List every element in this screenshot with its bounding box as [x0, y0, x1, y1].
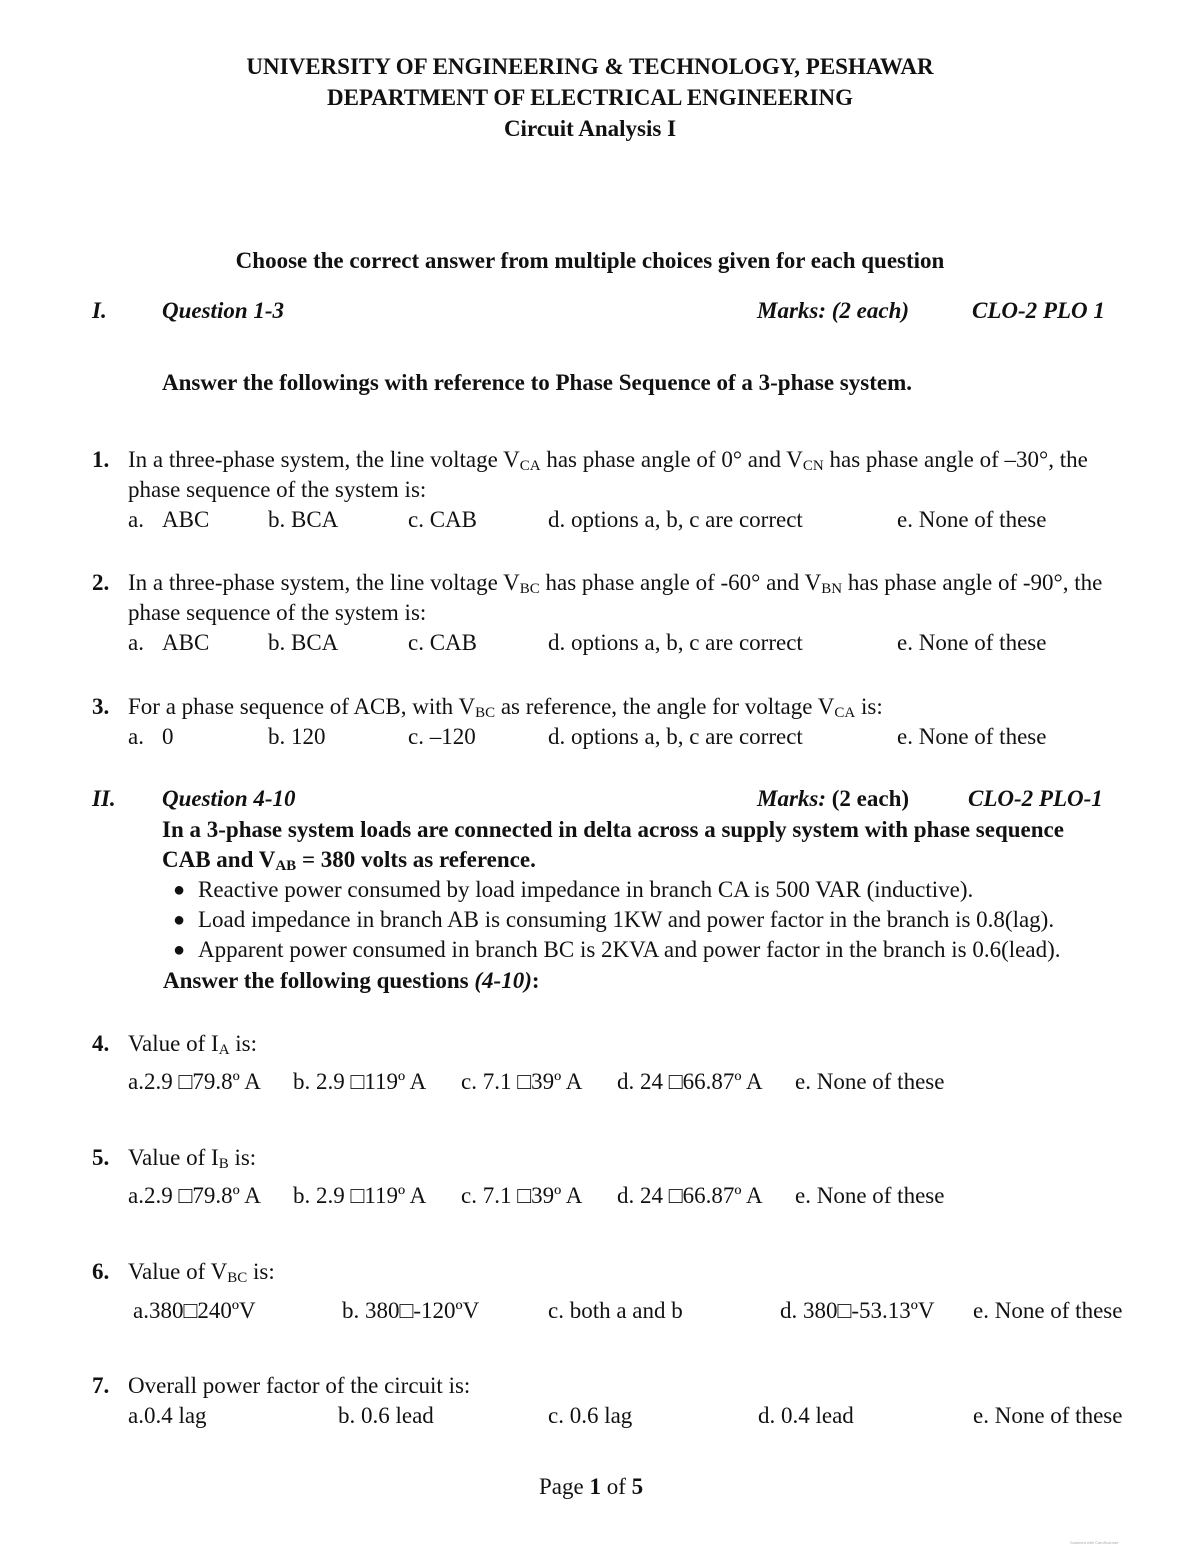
option-b: b. 2.9 □119º A — [293, 1069, 427, 1094]
question-number: 1. — [92, 447, 110, 472]
course-name: Circuit Analysis I — [503, 116, 677, 141]
section-intro-1: Answer the followings with reference to Phase Sequence of a 3-phase system. — [162, 370, 912, 395]
option-e: e. None of these — [897, 724, 1047, 749]
question-text: For a phase sequence of ACB, with $V_{BC}$ as reference, the angle for voltage $V_{CA}$ is: — [128, 694, 883, 721]
option-c: c. –120 — [408, 724, 476, 749]
option-c: c. 7.1 □39º A — [461, 1183, 583, 1208]
scanner-watermark: Scanned with CamScanner — [1070, 1540, 1119, 1545]
department-name: DEPARTMENT OF ELECTRICAL ENGINEERING — [327, 85, 853, 110]
option-d: d. options a, b, c are correct — [548, 630, 803, 655]
option-d: d. 0.4 lead — [758, 1403, 854, 1428]
question-number: 4. — [92, 1031, 110, 1056]
question-number: 5. — [92, 1145, 110, 1170]
option-c: c. 7.1 □39º A — [461, 1069, 583, 1094]
option-b: b. 120 — [268, 724, 326, 749]
bullet-icon: ● — [173, 939, 186, 961]
question-number: 7. — [92, 1373, 110, 1398]
option-label: a. — [128, 724, 144, 749]
question-text: Value of $V_{BC}$ is: — [128, 1259, 275, 1286]
option-b: b. BCA — [268, 507, 339, 532]
question-number: 6. — [92, 1259, 110, 1284]
question-text: Overall power factor of the circuit is: — [128, 1373, 471, 1398]
option-d: d. options a, b, c are correct — [548, 724, 803, 749]
question-number: 2. — [92, 570, 110, 595]
option-a: a.0.4 lag — [128, 1403, 207, 1428]
page-number: Page 1 of 5 — [539, 1474, 644, 1499]
option-e: e. None of these — [795, 1183, 945, 1208]
section-marks-1: Marks: (2 each) — [757, 298, 910, 323]
question-text: Value of $I_B$ is: — [128, 1145, 257, 1172]
question-text: In a three-phase system, the line voltage $V_{BC}$ has phase angle of -60° and $V_{BN}$ has phase angle of -90°, the — [128, 570, 1103, 597]
university-name: UNIVERSITY OF ENGINEERING & TECHNOLOGY, PESHAWAR — [246, 54, 934, 79]
answer-instruction: Answer the following questions (4-10): — [163, 968, 540, 993]
option-c: c. CAB — [408, 630, 477, 655]
option-a: a.380□240ºV — [133, 1298, 256, 1323]
option-e: e. None of these — [795, 1069, 945, 1094]
bullet-icon: ● — [173, 909, 186, 931]
section-description-line2: CAB and $V_{AB} = 380$ volts as reference. — [162, 847, 536, 874]
option-e: e. None of these — [897, 507, 1047, 532]
bullet-item: Reactive power consumed by load impedance in branch CA is 500 VAR (inductive). — [198, 877, 974, 902]
option-d: d. 24 □66.87º A — [617, 1183, 763, 1208]
bullet-icon: ● — [173, 879, 186, 901]
section-clo-1: CLO-2 PLO 1 — [972, 298, 1105, 323]
option-b: b. BCA — [268, 630, 339, 655]
section-numeral-2: II. — [92, 786, 116, 811]
option-e: e. None of these — [973, 1403, 1123, 1428]
option-a: 0 — [162, 724, 174, 749]
option-c: c. 0.6 lag — [548, 1403, 633, 1428]
option-label: a. — [128, 507, 144, 532]
option-a: ABC — [162, 630, 210, 655]
section-description: In a 3-phase system loads are connected in delta across a supply system with phase sequence — [162, 817, 1064, 842]
section-clo-2: CLO-2 PLO-1 — [968, 786, 1103, 811]
option-a: ABC — [162, 507, 210, 532]
option-b: b. 2.9 □119º A — [293, 1183, 427, 1208]
question-text: Value of $I_A$ is: — [128, 1031, 258, 1058]
question-text-line2: phase sequence of the system is: — [128, 600, 427, 625]
option-b: b. 0.6 lead — [338, 1403, 434, 1428]
option-c: c. both a and b — [548, 1298, 683, 1323]
option-d: d. options a, b, c are correct — [548, 507, 803, 532]
option-e: e. None of these — [973, 1298, 1123, 1323]
section-title-2: Question 4-10 — [162, 786, 296, 811]
section-numeral-1: I. — [92, 298, 107, 323]
question-text-line2: phase sequence of the system is: — [128, 477, 427, 502]
option-d: d. 24 □66.87º A — [617, 1069, 763, 1094]
option-a: a.2.9 □79.8º A — [128, 1069, 261, 1094]
option-e: e. None of these — [897, 630, 1047, 655]
option-b: b. 380□-120ºV — [342, 1298, 480, 1323]
option-a: a.2.9 □79.8º A — [128, 1183, 261, 1208]
question-text: In a three-phase system, the line voltage $V_{CA}$ has phase angle of 0° and $V_{CN}$ has phase angle of –30°, the — [128, 447, 1088, 474]
section-marks-2: Marks: (2 each) — [757, 786, 910, 811]
section-title-1: Question 1-3 — [162, 298, 285, 323]
option-d: d. 380□-53.13ºV — [780, 1298, 935, 1323]
instruction: Choose the correct answer from multiple choices given for each question — [235, 248, 945, 273]
option-label: a. — [128, 630, 144, 655]
bullet-item: Apparent power consumed in branch BC is 2KVA and power factor in the branch is 0.6(lead). — [198, 937, 1061, 962]
option-c: c. CAB — [408, 507, 477, 532]
question-number: 3. — [92, 694, 110, 719]
bullet-item: Load impedance in branch AB is consuming 1KW and power factor in the branch is 0.8(lag). — [198, 907, 1055, 932]
